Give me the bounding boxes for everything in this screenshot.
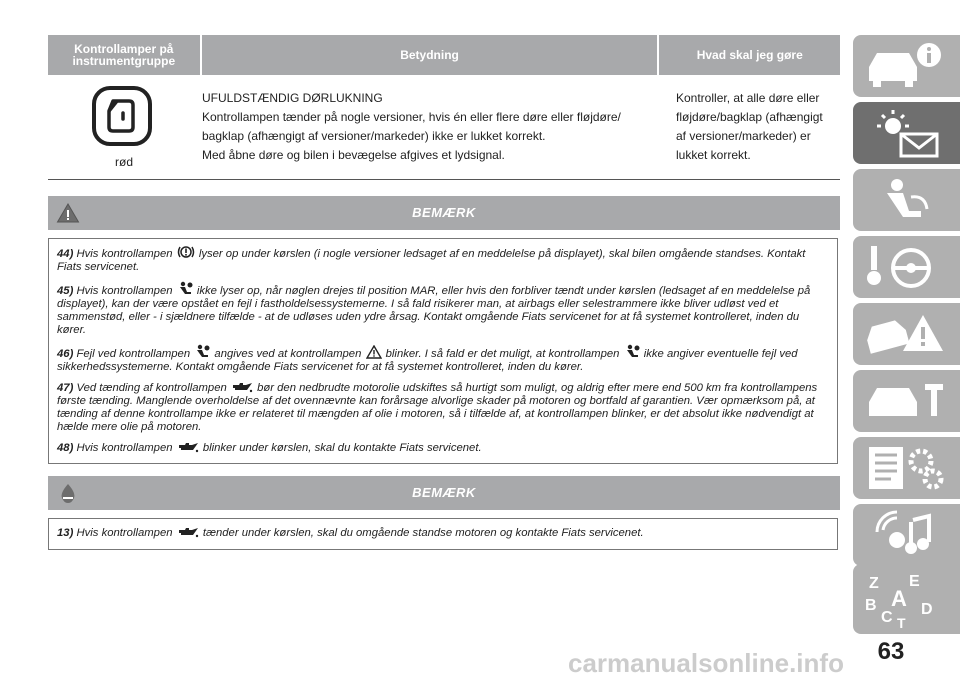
svg-text:T: T [897,615,906,630]
svg-text:E: E [909,573,920,590]
note-46 [57,344,829,374]
note-text: lyser op under kørslen (i nogle versioner ledsaget af en meddelelse på displayet), skal bilen omgående standses. Kontakt Fiats servicenet. [57,248,806,273]
meaning-line: UFULDSTÆNDIG DØRLUKNING [202,91,383,105]
note-text: ikke lyser op, når nøglen drejes til position MAR, eller hvis den forbliver tændt under kørslen (ledsaget af en meddelelse på displayet), kan der være opstået en fejl i fastholdelsessystemerne. I så fald risikerer man, at airbags eller selestrammere ikke bliver udløst ved et sammenstød, eller - i sjældnere tilfælde - at de udløses uden ydre årsag. Kontakt omgående Fiats servicenet for at få systemet kontrolleret, inden du kører. [57,285,811,336]
header-action: Hvad skal jeg gøre [659,35,840,75]
watermark: carmanualsonline.info [568,648,844,678]
tab-car-service[interactable] [853,370,960,432]
note-number: 44) [57,248,74,260]
page-number: 63 [877,638,905,665]
action-text: Kontroller, at alle døre eller fløjdøre/bagklap (afhængigt af versioner/markeder) er lukket korrekt. [676,91,823,162]
note-text: blinker under kørslen, skal du kontakte Fiats servicenet. [202,442,482,454]
note-47 [57,381,829,434]
key-steering-icon [863,242,951,292]
note-number: 45) [57,285,74,297]
table-header [48,35,840,75]
meaning-text [202,89,662,165]
meaning-line: bagklap (afhængigt af versioner/markeder) ikke er lukket korrekt. [202,129,546,143]
tab-index-alphabet[interactable] [853,564,960,634]
note-text: Hvis kontrollampen [76,285,173,297]
note-number: 47) [57,382,74,394]
airbag-icon [194,344,210,359]
oil-can-icon [231,381,253,393]
note-title: BEMÆRK [412,205,476,220]
note-text: Fejl ved kontrollampen [76,348,191,360]
note-text: blinker. I så fald er det muligt, at kontrollampen [385,348,620,360]
svg-text:Z: Z [869,575,879,592]
note-text: Hvis kontrollampen [76,527,173,539]
table-row [48,77,840,180]
door-open-warning-icon [91,85,153,147]
warning-triangle-icon [366,345,382,359]
seat-airbag-icon [863,175,951,225]
tab-multimedia[interactable] [853,504,960,566]
lamp-cell [48,77,200,179]
warning-lights-icon [863,108,951,158]
car-service-icon [863,376,951,426]
svg-text:C: C [881,609,893,626]
brake-warning-icon [177,245,195,259]
meaning-line: Kontrollampen tænder på nogle versioner, hvis én eller flere døre eller fløjdøre/ [202,110,621,124]
tab-seat-airbag[interactable] [853,169,960,231]
index-alphabet-icon [863,570,951,630]
lamp-color-label: rød [115,155,133,169]
note-13 [57,526,829,540]
notes-box [48,518,838,550]
car-info-icon [863,41,951,91]
note-text: angives ved at kontrollampen [214,348,362,360]
note-text: ikke angiver eventuelle fejl ved sikkerhedssystemerne. Kontakt omgående Fiats servicenet for at få systemet kontrolleret, inden du kører. [57,348,798,373]
multimedia-icon [863,510,951,560]
tab-crash-warning[interactable] [853,303,960,365]
note-text: tænder under kørslen, skal du omgående standse motoren og kontakte Fiats servicenet. [202,527,644,539]
note-number: 13) [57,527,74,539]
svg-text:D: D [921,601,933,618]
crash-warning-icon [863,309,951,359]
notes-box [48,238,838,464]
note-number: 48) [57,442,74,454]
note-text: Ved tænding af kontrollampen [76,382,227,394]
note-title: BEMÆRK [412,485,476,500]
note-44 [57,245,829,274]
oil-can-icon [177,441,199,453]
header-lamps: Kontrollamper på instrumentgruppe [48,35,200,75]
airbag-icon [177,281,193,296]
tab-car-info[interactable] [853,35,960,97]
note-text: Hvis kontrollampen [76,442,173,454]
meaning-line: Med åbne døre og bilen i bevægelse afgives et lydsignal. [202,148,505,162]
airbag-icon [624,344,640,359]
oil-can-icon [177,526,199,538]
note-45 [57,281,829,337]
note-text: Hvis kontrollampen [76,248,173,260]
note-header-bar [48,476,840,510]
tab-key-steering[interactable] [853,236,960,298]
tab-specs-gears[interactable] [853,437,960,499]
tab-warning-lights[interactable] [853,102,960,164]
svg-text:B: B [865,597,877,614]
note-header-bar [48,196,840,230]
note-number: 46) [57,348,74,360]
note-48 [57,441,829,455]
svg-text:A: A [891,586,907,611]
note-text: bør den nedbrudte motorolie udskiftes så hurtigt som muligt, og aldrig efter mere end 500 km fra kontrollampens første tænding. Manglende overholdelse af det ovennævnte kan forårsage alvorlige skader på motoren og bortfald af garantien. Vær opmærksom på, at tænding af denne kontrollampe ikke er relateret til mængden af olie i motoren, så i tilfælde af, at kontrollampen blinker, er det absolut ikke nødvendigt at hælde mere olie på motoren. [57,382,818,433]
header-meaning: Betydning [202,35,658,75]
specs-gears-icon [863,443,951,493]
